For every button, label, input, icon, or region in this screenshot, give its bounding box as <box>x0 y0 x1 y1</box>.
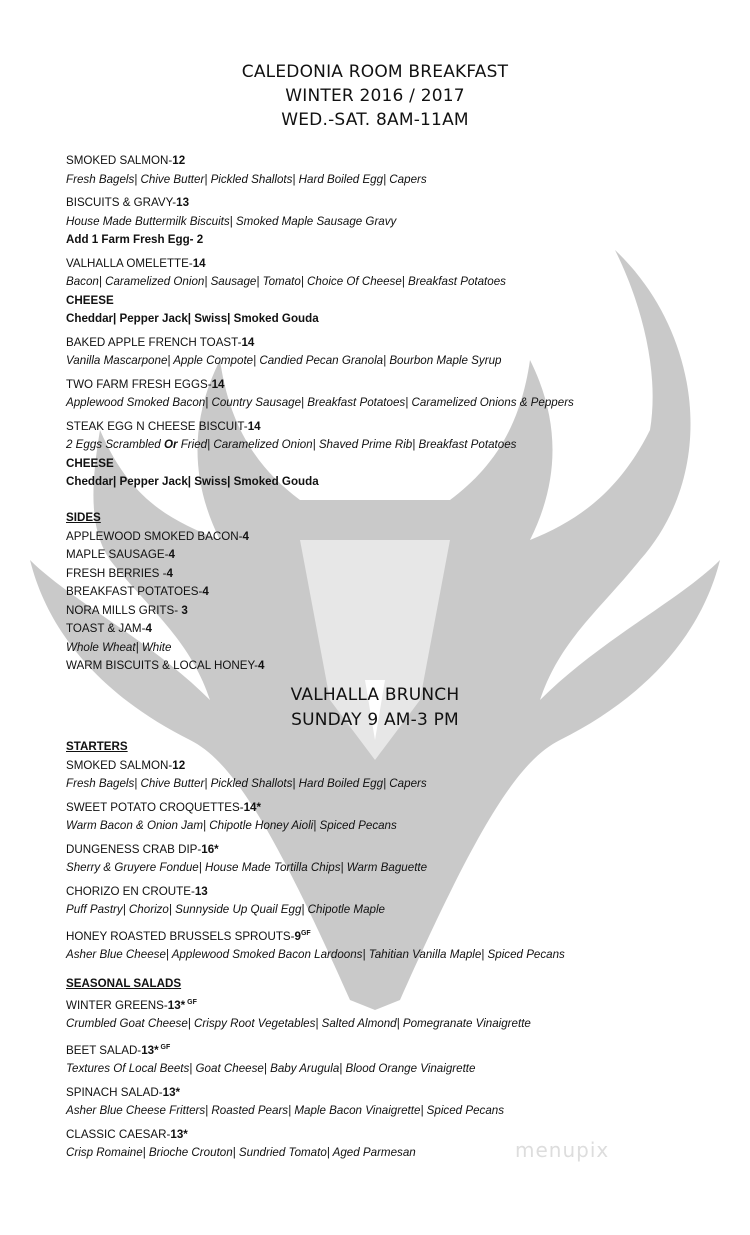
menu-item <box>66 194 574 250</box>
description-part: Applewood Smoked Bacon| Country Sausage| Breakfast Potatoes| Caramelized Onions & Peppers <box>66 396 574 409</box>
item-price: 12 <box>172 758 186 772</box>
item-name-line <box>66 376 574 395</box>
item-description <box>66 171 574 190</box>
side-price: 4 <box>166 566 173 580</box>
item-price: 12 <box>172 154 186 167</box>
item-description <box>66 273 574 292</box>
description-part: Fresh Bagels| Chive Butter| Pickled Shallots| Hard Boiled Egg| Capers <box>66 172 427 186</box>
description-part: Crumbled Goat Cheese| Crispy Root Vegetables| Salted Almond| Pomegranate Vinaigrette <box>66 1017 531 1030</box>
item-name: STEAK EGG N CHEESE BISCUIT- <box>66 419 248 433</box>
item-name-line <box>66 1084 531 1103</box>
salads-section <box>66 975 531 1168</box>
menu-item <box>66 1039 531 1079</box>
description-part: Crisp Romaine| Brioche Crouton| Sundried Tomato| Aged Parmesan <box>66 1146 416 1159</box>
menu-item <box>66 841 565 878</box>
item-name: SMOKED SALMON- <box>66 758 173 772</box>
item-name-line <box>66 1039 531 1061</box>
item-description <box>66 946 565 965</box>
item-description <box>66 859 565 878</box>
description-part: Fresh Bagels| Chive Butter| Pickled Shallots| Hard Boiled Egg| Capers <box>66 777 427 790</box>
description-part: Warm Bacon & Onion Jam| Chipotle Honey Aioli| Spiced Pecans <box>66 819 397 832</box>
item-price: 13* <box>162 1085 181 1099</box>
item-price: 13* <box>170 1127 188 1141</box>
side-name: NORA MILLS GRITS- <box>66 603 182 617</box>
menu-title: CALEDONIA ROOM BREAKFAST <box>241 62 509 82</box>
side-name: TOAST & JAM- <box>66 622 146 635</box>
menu-hours: WED.-SAT. 8AM-11AM <box>281 110 469 130</box>
item-description <box>66 213 574 232</box>
item-name-line <box>66 883 565 902</box>
item-description <box>66 817 565 836</box>
item-price: 13* <box>167 998 186 1012</box>
item-description <box>66 352 574 371</box>
item-description <box>66 1015 531 1034</box>
menupix-watermark: menupix <box>515 1138 610 1162</box>
gluten-free-mark: GF <box>300 929 311 937</box>
item-price: 14* <box>243 800 261 814</box>
side-name: MAPLE SAUSAGE- <box>66 548 169 561</box>
item-price: 13 <box>194 884 208 898</box>
item-price: 16* <box>201 842 219 856</box>
description-part: Bacon| Caramelized Onion| Sausage| Tomato| Choice Of Cheese| Breakfast Potatoes <box>66 275 506 288</box>
sides-heading: SIDES <box>66 511 101 524</box>
gluten-free-mark: GF <box>158 1043 171 1051</box>
side-price: 4 <box>242 529 249 543</box>
item-extra: Cheddar| Pepper Jack| Swiss| Smoked Gouda <box>66 312 319 325</box>
item-name: HONEY ROASTED BRUSSELS SPROUTS- <box>66 929 295 943</box>
item-name-line <box>66 841 565 860</box>
description-part: House Made Buttermilk Biscuits| Smoked Maple Sausage Gravy <box>66 214 397 228</box>
item-name-line <box>66 194 574 213</box>
side-name: FRESH BERRIES - <box>66 566 167 580</box>
side-price: 3 <box>181 603 188 617</box>
menu-item <box>66 334 574 371</box>
description-part: Asher Blue Cheese| Applewood Smoked Bacon Lardoons| Tahitian Vanilla Maple| Spiced Pecans <box>66 948 565 961</box>
item-name: BAKED APPLE FRENCH TOAST- <box>66 335 242 349</box>
side-price: 4 <box>257 659 265 672</box>
item-name-line <box>66 1126 531 1145</box>
item-price: 14 <box>211 377 225 391</box>
item-name: TWO FARM FRESH EGGS- <box>66 377 212 391</box>
item-description <box>66 1102 531 1121</box>
side-item <box>66 546 264 565</box>
item-description <box>66 1144 531 1163</box>
description-part: 2 Eggs Scrambled <box>66 438 164 451</box>
item-price: 13 <box>176 196 190 209</box>
salads-heading: SEASONAL SALADS <box>66 977 182 990</box>
item-name: CHORIZO EN CROUTE- <box>66 884 195 898</box>
item-description <box>66 901 565 920</box>
item-name-line <box>66 418 574 437</box>
gluten-free-mark: GF <box>185 998 197 1006</box>
item-extra: CHEESE <box>66 456 114 470</box>
description-part: Vanilla Mascarpone| Apple Compote| Candied Pecan Granola| Bourbon Maple Syrup <box>66 354 502 367</box>
side-item <box>66 620 264 639</box>
sides-section <box>66 509 264 676</box>
item-name: VALHALLA OMELETTE- <box>66 256 193 270</box>
item-name: WINTER GREENS- <box>66 998 168 1012</box>
item-description <box>66 394 574 413</box>
starters-heading: STARTERS <box>66 740 128 753</box>
item-name-line <box>66 994 531 1016</box>
item-price: 13* <box>141 1043 159 1057</box>
item-extra: Add 1 Farm Fresh Egg- 2 <box>66 233 204 246</box>
item-name: DUNGENESS CRAB DIP- <box>66 842 202 856</box>
item-extra: CHEESE <box>66 293 114 307</box>
side-name: WARM BISCUITS & LOCAL HONEY- <box>66 659 258 672</box>
item-price: 14 <box>192 256 206 270</box>
menu-item <box>66 418 574 492</box>
menu-item <box>66 994 531 1034</box>
item-price: 9 <box>294 929 301 943</box>
item-name-line <box>66 255 574 274</box>
menu-item <box>66 1084 531 1121</box>
item-name-line <box>66 799 565 818</box>
menu-item <box>66 376 574 413</box>
item-name: SPINACH SALAD- <box>66 1085 163 1099</box>
side-item <box>66 528 264 547</box>
side-item <box>66 657 264 676</box>
brunch-title: VALHALLA BRUNCH <box>290 685 460 705</box>
side-price: 4 <box>145 622 152 635</box>
menu-item <box>66 757 565 794</box>
side-name: BREAKFAST POTATOES- <box>66 585 203 598</box>
side-item <box>66 565 264 584</box>
item-description <box>66 436 574 455</box>
menu-item <box>66 925 565 965</box>
menu-item <box>66 255 574 329</box>
side-item <box>66 583 264 602</box>
description-part: Or <box>163 438 178 451</box>
menu-item <box>66 152 574 189</box>
description-part: Textures Of Local Beets| Goat Cheese| Baby Arugula| Blood Orange Vinaigrette <box>66 1062 476 1075</box>
item-name-line <box>66 334 574 353</box>
item-price: 14 <box>241 335 255 349</box>
description-part: Sherry & Gruyere Fondue| House Made Tortilla Chips| Warm Baguette <box>66 861 428 874</box>
menu-item <box>66 1126 531 1163</box>
side-name: APPLEWOOD SMOKED BACON- <box>66 529 243 543</box>
item-name-line <box>66 152 574 171</box>
menu-item <box>66 799 565 836</box>
item-description <box>66 775 565 794</box>
starters-section <box>66 738 565 970</box>
side-item <box>66 602 264 621</box>
menu-season: WINTER 2016 / 2017 <box>285 86 465 106</box>
item-name: BISCUITS & GRAVY- <box>66 196 177 209</box>
item-name: BEET SALAD- <box>66 1043 142 1057</box>
description-part: Puff Pastry| Chorizo| Sunnyside Up Quail Egg| Chipotle Maple <box>66 903 386 916</box>
item-name: CLASSIC CAESAR- <box>66 1127 171 1141</box>
item-name: SWEET POTATO CROQUETTES- <box>66 800 244 814</box>
side-description: Whole Wheat| White <box>66 640 172 654</box>
item-description <box>66 1060 531 1079</box>
menu-item <box>66 883 565 920</box>
breakfast-section <box>66 152 574 497</box>
description-part: Fried| Caramelized Onion| Shaved Prime Rib| Breakfast Potatoes <box>177 438 517 451</box>
item-name: SMOKED SALMON- <box>66 154 173 167</box>
item-price: 14 <box>247 419 261 433</box>
item-extra: Cheddar| Pepper Jack| Swiss| Smoked Gouda <box>66 475 319 488</box>
side-price: 4 <box>202 585 209 598</box>
brunch-hours: SUNDAY 9 AM-3 PM <box>291 710 459 730</box>
item-name-line <box>66 925 565 947</box>
item-name-line <box>66 757 565 776</box>
side-price: 4 <box>168 548 175 561</box>
description-part: Asher Blue Cheese Fritters| Roasted Pears| Maple Bacon Vinaigrette| Spiced Pecans <box>66 1104 505 1117</box>
